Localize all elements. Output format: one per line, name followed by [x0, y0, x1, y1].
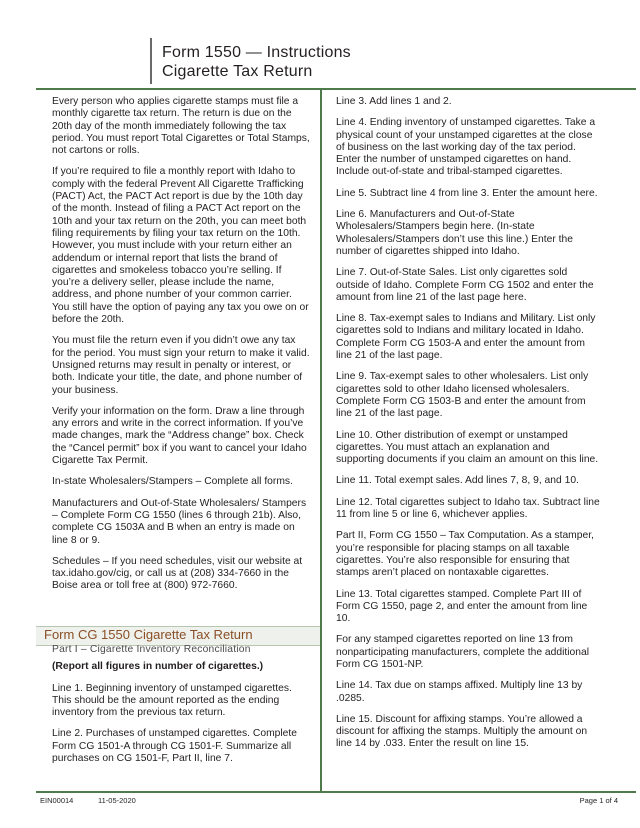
paragraph-must-file: You must file the return even if you didn’t owe any tax for the period. You must sign your return to make it valid. Unsigned returns may result in penalty or interest, or both. Indicate your title, the date, and phone number of your business. [52, 335, 310, 396]
paragraph-manufacturers: Manufacturers and Out-of-State Wholesalers/ Stampers – Complete Form CG 1550 (lines 6 through 21b). Also, complete CG 1503A and B when an entry is made on line 8 or 9. [52, 497, 307, 546]
bottom-rule [36, 791, 636, 793]
part-one-block [52, 644, 310, 774]
line-7-instruction: Line 7. Out-of-State Sales. List only cigarettes sold outside of Idaho. Complete Form CG 1502 and enter the amount from line 21 of the last page here. [336, 267, 594, 303]
part-title: Part I – Cigarette Inventory Reconciliation [52, 644, 251, 655]
line-3-instruction: Line 3. Add lines 1 and 2. [336, 96, 452, 107]
line-5-instruction: Line 5. Subtract line 4 from line 3. Enter the amount here. [336, 187, 598, 199]
page-subtitle: Cigarette Tax Return [162, 63, 313, 80]
line-11-instruction: Line 11. Total exempt sales. Add lines 7, 8, 9, and 10. [336, 475, 579, 487]
bold-note: (Report all figures in number of cigarettes.) [52, 661, 264, 673]
line-2-instruction: Line 2. Purchases of unstamped cigarettes. Complete Form CG 1501-A through CG 1501-F. Summarize all purchases on CG 1501-F, Part II, line 7. [52, 728, 297, 765]
column-divider [320, 90, 322, 792]
footer-form-code: EIN00014 [40, 796, 74, 805]
line-4-instruction: Line 4. Ending inventory of unstamped cigarettes. Take a physical count of your unstamped cigarettes at the close of business on the last working day of the tax period. Enter the number of unstamped cigarettes on hand. Include out-of-state and tribal-stamped cigarettes. [336, 117, 596, 178]
line-6-instruction: Line 6. Manufacturers and Out-of-State Wholesalers/Stampers begin here. (In-state Wholesalers/Stampers don’t use this line.) Enter the number of cigarettes shipped into Idaho. [336, 209, 573, 257]
page-title: Form 1550 — Instructions [162, 44, 351, 61]
right-column [336, 96, 600, 760]
paragraph-schedules: Schedules – If you need schedules, visit our website at tax.idaho.gov/cig, or call us at (208) 334-7660 in the Boise area or toll free at (800) 972-7660. [52, 555, 303, 592]
line-10-instruction: Line 10. Other distribution of exempt or unstamped cigarettes. You must attach an explanation and supporting documents if you claim an amount on this line. [336, 429, 599, 466]
line-12-instruction: Line 12. Total cigarettes subject to Idaho tax. Subtract line 11 from line 5 or line 6, whichever applies. [336, 496, 600, 521]
paragraph-verify-info: Verify your information on the form. Draw a line through any errors and write in the correct information. If you’ve made changes, mark the “Address change” box. Check the “Cancel permit” box if you want to cancel your Idaho Cigarette Tax Permit. [52, 405, 307, 467]
line-1-instruction: Line 1. Beginning inventory of unstamped cigarettes. This should be the amount reported as the ending inventory from the previous tax return. [52, 682, 292, 719]
paragraph-in-state: In-state Wholesalers/Stampers – Complete all forms. [52, 476, 293, 488]
line-15-instruction: Line 15. Discount for affixing stamps. You’re allowed a discount for affixing the stamps. Multiply the amount on line 14 by .033. Enter the result on line 15. [336, 713, 588, 750]
header-divider [150, 38, 152, 84]
line-8-instruction: Line 8. Tax-exempt sales to Indians and Military. List only cigarettes sold to Indians and military located in Idaho. Complete Form CG 1503-A and enter the amount from line 21 of the last page. [336, 313, 596, 362]
footer-date: 11-05-2020 [98, 796, 136, 805]
left-column [52, 96, 310, 602]
nonparticipating-note: For any stamped cigarettes reported on line 13 from nonparticipating manufacturers, complete the additional Form CG 1501-NP. [336, 634, 589, 670]
footer-page-number: Page 1 of 4 [579, 796, 618, 805]
paragraph-pact-act: If you’re required to file a monthly report with Idaho to comply with the federal Prevent All Cigarette Trafficking (PACT) Act, the PACT Act report is due by the 10th day of the month. Instead of filing a PACT Act report on the 10th and your tax return on the 20th, you can meet both filing requirements by filing your tax return on the 10th. However, you must include with your return either an addendum or internal report that lists the brand of cigarettes and smokeless tobacco you’re selling. If you’re a delivery seller, please include the name, address, and phone number of your common carrier. You still have the option of paying any tax you owe on or before the 20th. [52, 166, 309, 326]
top-rule [36, 88, 636, 90]
part-two-instruction: Part II, Form CG 1550 – Tax Computation. As a stamper, you’re responsible for placing stamps on all taxable cigarettes. You’re also responsible for ensuring that stamps aren’t placed on nontaxable cigarettes. [336, 530, 594, 579]
line-14-instruction: Line 14. Tax due on stamps affixed. Multiply line 13 by .0285. [336, 680, 583, 704]
line-13-instruction: Line 13. Total cigarettes stamped. Complete Part III of Form CG 1550, page 2, and enter the amount from line 10. [336, 588, 588, 625]
section-title: Form CG 1550 Cigarette Tax Return [44, 627, 253, 642]
paragraph-filing-requirement: Every person who applies cigarette stamps must file a monthly cigarette tax return. The return is due on the 20th day of the month immediately following the tax period. You must report Total Cigarettes or Total Stamps, not cartons or rolls. [52, 96, 310, 157]
line-9-instruction: Line 9. Tax-exempt sales to other wholesalers. List only cigarettes sold to other Idaho licensed wholesalers. Complete Form CG 1503-B and enter the amount from line 21 of the last page. [336, 371, 589, 420]
